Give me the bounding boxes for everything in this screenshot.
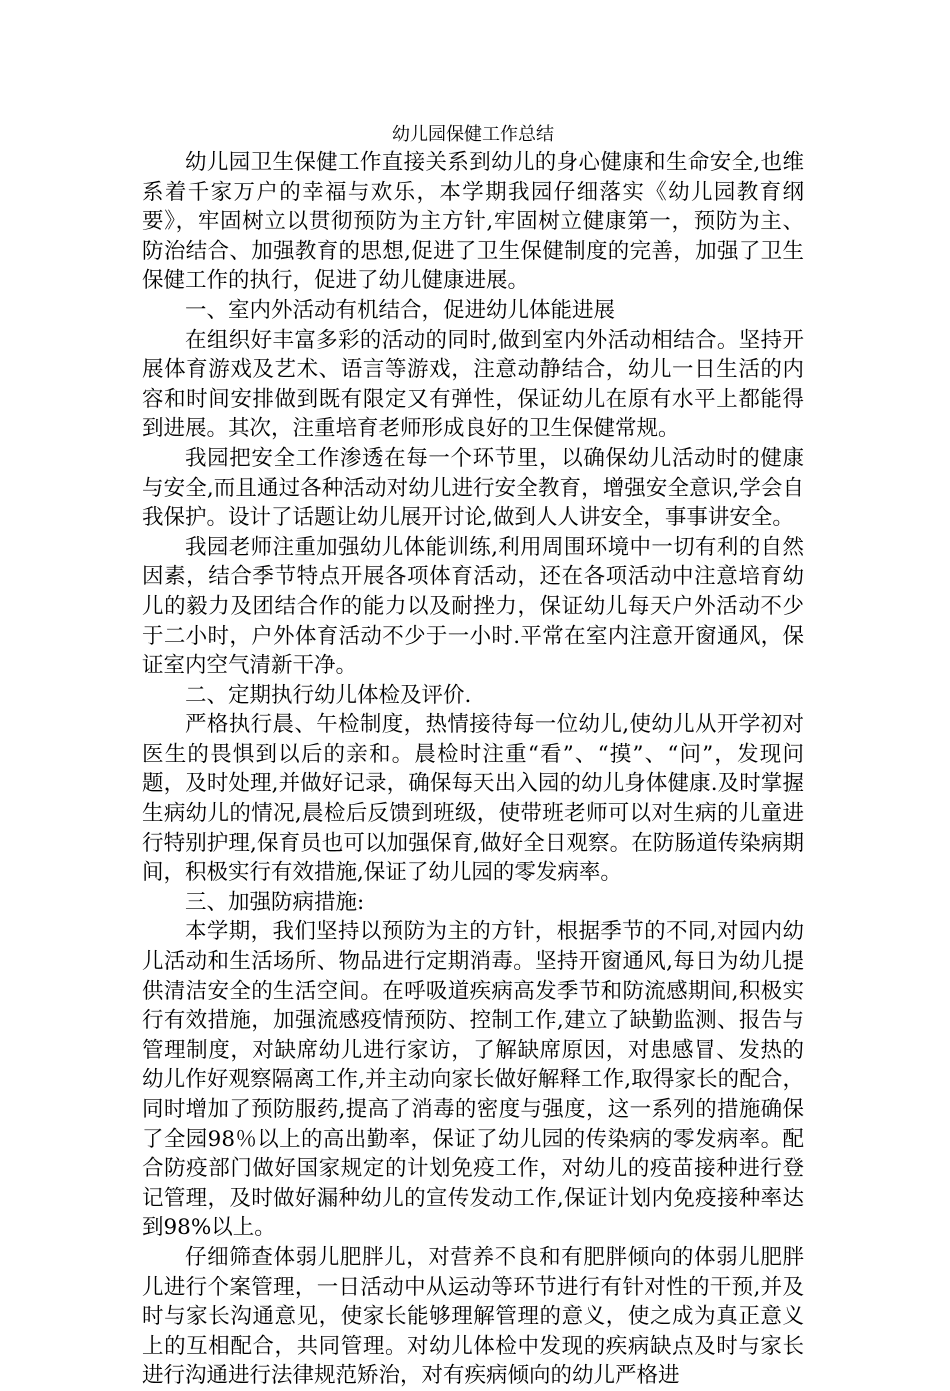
- section-heading-1: 一、室内外活动有机结合，促进幼儿体能进展: [185, 297, 616, 323]
- paragraph-physical-training: 我园老师注重加强幼儿体能训练,利用周围环境中一切有利的自然因素，结合季节特点开展各项体育活动，还在各项活动中注意培育幼儿的毅力及团结合作的能力以及耐挫力，保证幼儿每天户外活动不少于二小时，户外体育活动不少于一小时.平常在室内注意开窗通风，保证室内空气清新干净。: [142, 534, 804, 679]
- paragraph-intro: 幼儿园卫生保健工作直接关系到幼儿的身心健康和生命安全,也维系着千家万户的幸福与欢乐，本学期我园仔细落实《幼儿园教育纲要》，牢固树立以贯彻预防为主方针,牢固树立健康第一，预防为主、防治结合、加强教育的思想,促进了卫生保健制度的完善，加强了卫生保健工作的执行，促进了幼儿健康进展。: [142, 150, 804, 294]
- document-page: [142, 122, 804, 1391]
- paragraph-health-check: 严格执行晨、午检制度，热情接待每一位幼儿,使幼儿从开学初对医生的畏惧到以后的亲和。晨检时注重“看”、“摸”、“问”，发现问题，及时处理,并做好记录，确保每天出入园的幼儿身体健康.及时掌握生病幼儿的情况,晨检后反馈到班级，使带班老师可以对生病的儿童进行特别护理,保育员也可以加强保育,做好全日观察。在防肠道传染病期间，积极实行有效措施,保证了幼儿园的零发病率。: [142, 712, 804, 886]
- section-heading-3: 三、加强防病措施:: [185, 889, 365, 915]
- paragraph-screening: 仔细筛查体弱儿肥胖儿，对营养不良和有肥胖倾向的体弱儿肥胖儿进行个案管理，一日活动中从运动等环节进行有针对性的干预,并及时与家长沟通意见，使家长能够理解管理的意义，使之成为真正意义上的互相配合，共同管理。对幼儿体检中发现的疾病缺点及时与家长进行沟通进行法律规范矫治，对有疾病倾向的幼儿严格进: [142, 1244, 804, 1389]
- paragraph-activities: 在组织好丰富多彩的活动的同时,做到室内外活动相结合。坚持开展体育游戏及艺术、语言等游戏，注意动静结合，幼儿一日生活的内容和时间安排做到既有限定又有弹性，保证幼儿在原有水平上都能得到进展。其次，注重培育老师形成良好的卫生保健常规。: [142, 327, 804, 442]
- paragraph-safety: 我园把安全工作渗透在每一个环节里，以确保幼儿活动时的健康与安全,而且通过各种活动对幼儿进行安全教育，增强安全意识,学会自我保护。设计了话题让幼儿展开讨论,做到人人讲安全，事事讲安全。: [142, 445, 804, 531]
- section-heading-2: 二、定期执行幼儿体检及评价.: [185, 682, 472, 708]
- document-title: 幼儿园保健工作总结: [392, 124, 554, 145]
- paragraph-prevention: 本学期，我们坚持以预防为主的方针，根据季节的不同,对园内幼儿活动和生活场所、物品进行定期消毒。坚持开窗通风,每日为幼儿提供清洁安全的生活空间。在呼吸道疾病高发季节和防流感期间,积极实行有效措施，加强流感疫情预防、控制工作,建立了缺勤监测、报告与管理制度，对缺席幼儿进行家访，了解缺席原因，对患感冒、发热的幼儿作好观察隔离工作,并主动向家长做好解释工作,取得家长的配合，同时增加了预防服药,提高了消毒的密度与强度，这一系列的措施确保了全园98％以上的高出勤率，保证了幼儿园的传染病的零发病率。配合防疫部门做好国家规定的计划免疫工作，对幼儿的疫苗接种进行登记管理，及时做好漏种幼儿的宣传发动工作,保证计划内免疫接种率达到98%以上。: [142, 919, 804, 1241]
